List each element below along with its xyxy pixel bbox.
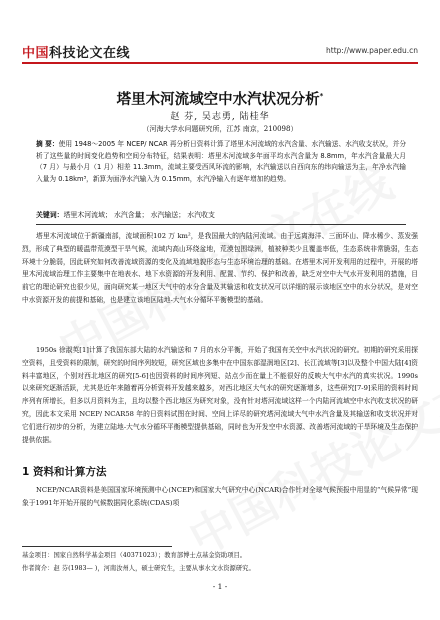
abstract-block xyxy=(36,139,406,185)
page-number: - 1 - xyxy=(212,582,228,591)
site-logo[interactable] xyxy=(22,42,130,61)
site-url-link[interactable]: http://www.paper.edu.cn xyxy=(326,46,418,55)
page-header xyxy=(22,42,418,64)
keywords-label: 关键词： xyxy=(36,211,64,219)
footnote-divider xyxy=(22,546,172,547)
footnote-author: 作者简介：赵 芬(1983— )，河南汝州人，硕士研究生，主要从事水文水资源研究。 xyxy=(22,565,255,572)
footnote-funding: 基金项目：国家自然科学基金项目（40371023）；教育部博士点基金资助项目。 xyxy=(22,552,247,559)
logo-title-text: 科技论文在线 xyxy=(49,46,131,61)
abstract-text: 使用 1948～2005 年 NCEP/ NCAR 再分析日资料计算了塔里木河流域的水汽含量、水汽输送、水汽收支状况，并分析了这些量的时间变化趋势和空间分布特征，结果表明：塔里木河流域多年面平均水汽含量为 8.8mm，年水汽含量最大月（7 月）与最小月（1 月）相差 11.3mm，流域主要受西风环流的影响，水汽输送以自西向东的纬向输送为主，年净水汽输入量为 0.18km³，新算为面净水汽输入为 0.15mm，水汽净输入有逐年增加的趋势。 xyxy=(36,140,407,183)
section-heading: 1 资料和计算方法 xyxy=(22,466,107,478)
title-footnote-mark: * xyxy=(319,92,324,101)
paper-title xyxy=(0,88,440,109)
abstract-label: 摘 要： xyxy=(36,140,59,148)
section-paragraph: NCEP/NCAR资料是美国国家环境预测中心(NCEP)和国家大气研究中心(NCAR)合作针对全球气候预报中用显的“气候异常”现象于1991年开始开展的气候数据同化系统(CDAS)项 xyxy=(22,486,418,507)
keywords-text: 塔里木河流域； 水汽含量； 水汽输送； 水汽收支 xyxy=(63,211,215,219)
logo-china-text: 中国 xyxy=(22,46,50,61)
body-paragraph-1: 塔里木河流域位于新疆南部，流域面积102 万 km²，是我国最大的内陆河流域。由于远离海洋、三面环山、降水稀少、蒸发强烈，形成了典型的暖温带荒漠型干旱气候，流域内高山环绕盆地，荒漠包围绿洲，植被种类少且覆盖率低，生态系统非常脆弱，生态环境十分脆弱，因此研究如何改善流域资源的变化及流域地貌形态与生态环境治理的基础。在塔里木河开发利用的过程中，开展的塔里木河流域治理工作主要集中在地表水、地下水资源的开发利用、配置、节约、保护和改善，缺乏对空中大气水开发利用的措施，目前它的理论研究也很少见，面向研究某一地区大气中的水分含量及其输送和收支状况可以详细的展示该地区空中的水分状况，是对空中水资源开发的前提和基础，也是建立该地区陆地-大气水分循环平衡模型的基础。 xyxy=(22,232,418,304)
abstract-divider xyxy=(36,224,406,225)
paper-affiliation: （河海大学水问题研究所，江苏 南京，210098） xyxy=(142,125,298,133)
keywords-block xyxy=(36,209,406,219)
paper-title-text: 塔里木河流域空中水汽状况分析 xyxy=(116,92,320,108)
paper-authors: 赵 芬, 吴志勇, 陆桂华 xyxy=(170,112,270,122)
header-divider xyxy=(22,62,418,64)
body-paragraph-2: 1950s 徐淑英[1]计算了我国东部大陆的水汽输送和 7 月的水分平衡，开始了我国有关空中水汽状况的研究。初期的研究采用探空资料，且受资料的限制，研究的时间序列较短，研究区域也多集中在中国东部湿润地区[2]、长江流域等[3]以及整个中国大陆[4]资料丰富地区，个别对西北地区的研究[5-6]也因资料的时间序列短、站点少而在量上不能很好的反映大气中水汽的真实状况。1990s 以来研究逐渐活跃，尤其是近年来随着再分析资料开发越来越多，对西北地区大气水的研究逐渐增多，这些研究[7-9]采用的资料时间序列有所增长，但多以月资料为主，且均以整个西北地区为研究对象，没有针对塔河流域这样一个内陆河流域空中水汽收支状况的研究，因此本文采用 NCEP/ NCAR58 年的日资料试图在时间、空间上详尽的研究塔河流域大气中水汽含量及其输送和收支状况并对它们进行初步的分析，为建立陆地-大气水分循环平衡模型提供基础，同时也为开发空中水资源、改善塔河流域的干旱环境及生态保护提供依据。 xyxy=(22,346,418,444)
